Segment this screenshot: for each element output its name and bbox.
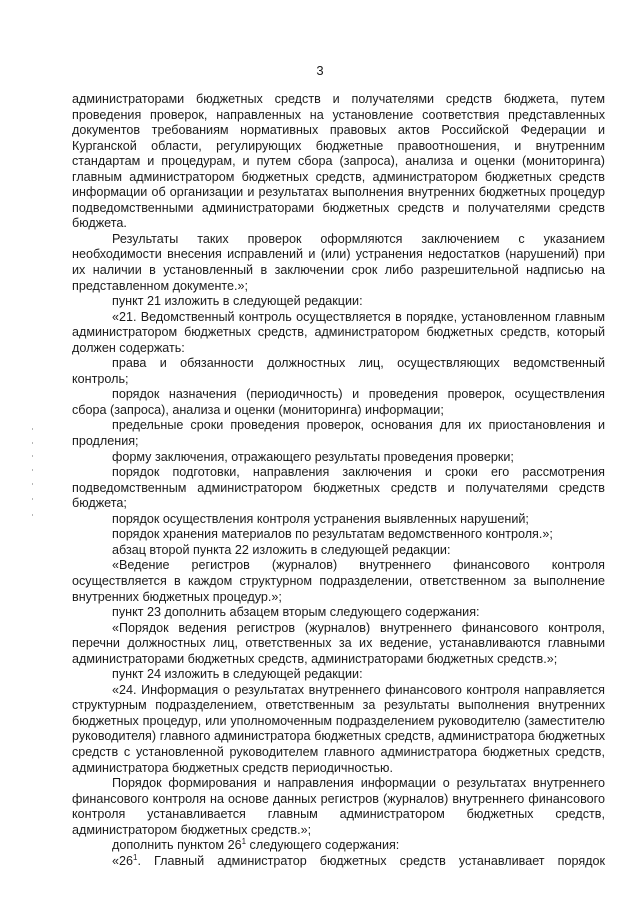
superscript-index: 1	[241, 837, 247, 847]
superscript-index: 1	[133, 852, 138, 862]
margin-scan-marks	[30, 428, 36, 518]
paragraph-text: следующего содержания:	[246, 838, 400, 853]
paragraph: «24. Информация о результатах внутреннего финансового контроля направляется структурным подразделением, ответственным за результаты выполнения внутренних бюджетных процедур, или уполномоченным подразделением руководителю (заместителю руководителя) главного администратора бюджетных средств, администратора бюджетных средств с установленной руководителем главного администратора бюджетных средств, администратора бюджетных средств периодичностью.	[72, 682, 605, 775]
paragraph: пункт 23 дополнить абзацем вторым следующего содержания:	[112, 605, 480, 620]
paragraph: порядок хранения материалов по результатам ведомственного контроля.»;	[112, 527, 553, 542]
paragraph: абзац второй пункта 22 изложить в следующей редакции:	[112, 542, 451, 557]
paragraph: Результаты таких проверок оформляются заключением с указанием необходимости внесения исправлений и (или) устранения недостатков (нарушений) при их наличии в установленный в заключении срок либо разрешительной надписью на представленном документе.»;	[72, 231, 605, 293]
paragraph: пункт 21 изложить в следующей редакции:	[112, 294, 363, 309]
paragraph	[72, 838, 605, 854]
paragraph: форму заключения, отражающего результаты проведения проверки;	[112, 449, 514, 464]
document-body	[72, 92, 605, 869]
paragraph: порядок подготовки, направления заключения и сроки его рассмотрения подведомственным администратором бюджетных средств и получателями средств бюджета;	[72, 465, 605, 511]
paragraph: «Порядок ведения регистров (журналов) внутреннего финансового контроля, перечни должностных лиц, ответственных за их ведение, устанавливаются главными администраторами бюджетных средств, администраторами бюджетных средств.»;	[72, 620, 605, 666]
paragraph: Порядок формирования и направления информации о результатах внутреннего финансового контроля на основе данных регистров (журналов) внутреннего финансового контроля устанавливается главным администратором бюджетных средств, администратором бюджетных средств.»;	[72, 776, 605, 837]
page-number: 3	[316, 63, 324, 78]
paragraph: права и обязанности должностных лиц, осуществляющих ведомственный контроль;	[72, 356, 605, 386]
paragraph: «Ведение регистров (журналов) внутреннего финансового контроля осуществляется в каждом структурном подразделении, ответственном за выполнение внутренних бюджетных процедур.»;	[72, 558, 605, 604]
paragraph-text: дополнить пунктом 26	[112, 838, 242, 853]
paragraph: порядок назначения (периодичность) и проведения проверок, осуществления сбора (запроса), анализа и оценки (мониторинга) информации;	[72, 387, 605, 417]
paragraph: пункт 24 изложить в следующей редакции:	[112, 667, 363, 682]
paragraph: предельные сроки проведения проверок, основания для их приостановления и продления;	[72, 418, 605, 449]
paragraph-text: . Главный администратор бюджетных средств устанавливает порядок	[137, 853, 605, 868]
paragraph: «21. Ведомственный контроль осуществляется в порядке, установленном главным администратором бюджетных средств, администратором бюджетных средств, который должен содержать:	[72, 309, 605, 355]
paragraph	[72, 854, 605, 870]
paragraph: администраторами бюджетных средств и получателями средств бюджета, путем проведения проверок, направленных на установление соответствия представленных документов требованиям нормативных правовых актов Российской Федерации и Курганской области, регулирующих бюджетные правоотношения, и внутренним стандартам и процедурам, и путем сбора (запроса), анализа и оценки (мониторинга) главным администратором бюджетных средств, администратором бюджетных средств информации об организации и результатах выполнения внутренних бюджетных процедур подведомственными администраторами бюджетных средств и получателями средств бюджета.	[72, 92, 605, 231]
paragraph-text: «26	[112, 853, 134, 868]
paragraph: порядок осуществления контроля устранения выявленных нарушений;	[112, 511, 529, 526]
